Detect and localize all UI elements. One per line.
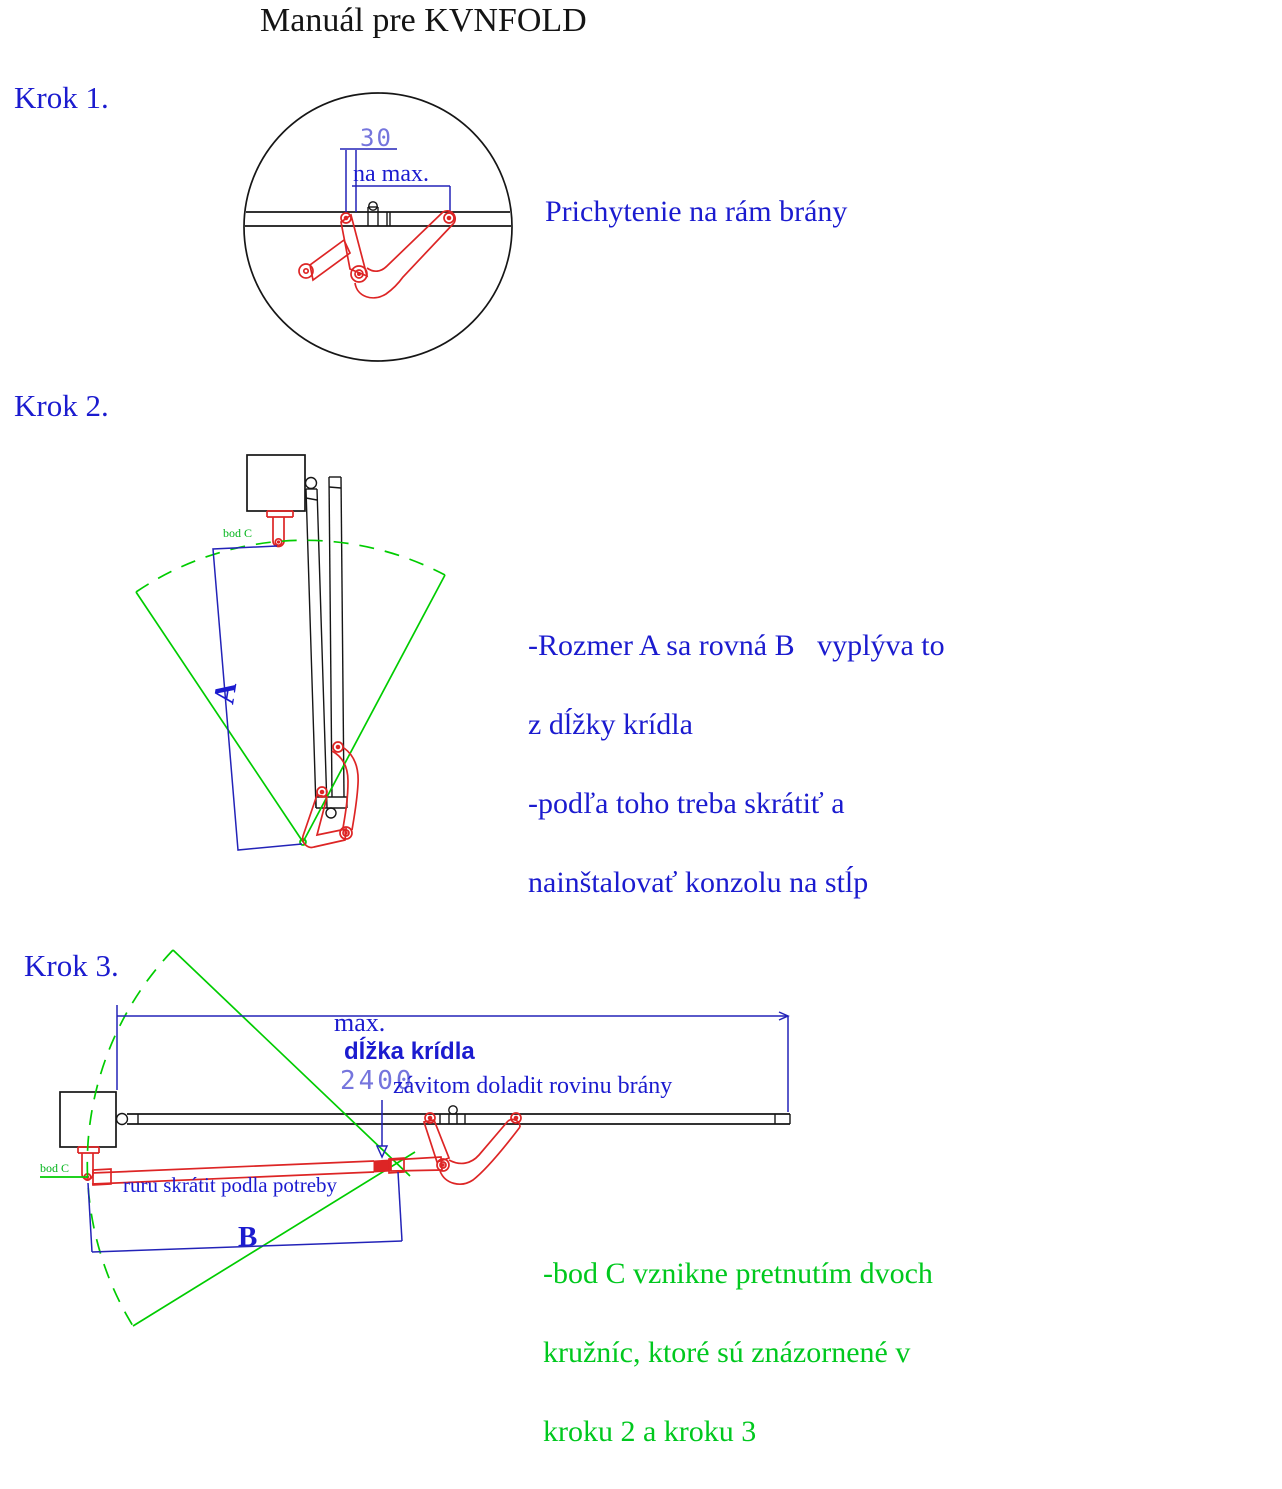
- step3-zavitom-label: závitom doladit rovinu brány: [393, 1073, 673, 1099]
- step1-heading: Krok 1.: [14, 80, 109, 115]
- step3-notes: [543, 1216, 933, 1489]
- step3-note-line: kružníc, ktoré sú znázornené v: [543, 1336, 911, 1369]
- step2-note-line: -Rozmer A sa rovná B vyplýva to: [528, 629, 945, 662]
- step3-note-line: -bod C vznikne pretnutím dvoch: [543, 1257, 933, 1290]
- step3-heading: Krok 3.: [24, 948, 119, 983]
- step2-heading: Krok 2.: [14, 388, 109, 423]
- step3-ruru-label: ruru skrátit podla potreby: [123, 1173, 338, 1197]
- step3-max-label: max.: [334, 1008, 386, 1037]
- step2-diagram: [136, 455, 445, 850]
- step2-note-line: nainštalovať konzolu na stĺp: [528, 866, 869, 899]
- step2-dim-a-label: A: [207, 679, 244, 707]
- step3-dim-b-label: B: [238, 1221, 258, 1253]
- step1-dim-30: 30: [360, 124, 393, 152]
- step3-dim-2400: 2400: [340, 1066, 415, 1096]
- step1-caption: Prichytenie na rám brány: [545, 195, 848, 228]
- step3-dlzka-label: dĺžka krídla: [344, 1038, 475, 1065]
- step2-note-line: z dĺžky krídla: [528, 708, 693, 741]
- page-title: Manuál pre KVNFOLD: [260, 2, 587, 39]
- step1-na-max-label: na max.: [353, 161, 429, 187]
- step3-bod-c-label: bod C: [40, 1161, 70, 1175]
- step2-notes: [528, 588, 945, 940]
- step2-bod-c-label: bod C: [223, 526, 253, 540]
- step2-note-line: -podľa toho treba skrátiť a: [528, 787, 845, 820]
- step3-note-line: kroku 2 a kroku 3: [543, 1415, 757, 1448]
